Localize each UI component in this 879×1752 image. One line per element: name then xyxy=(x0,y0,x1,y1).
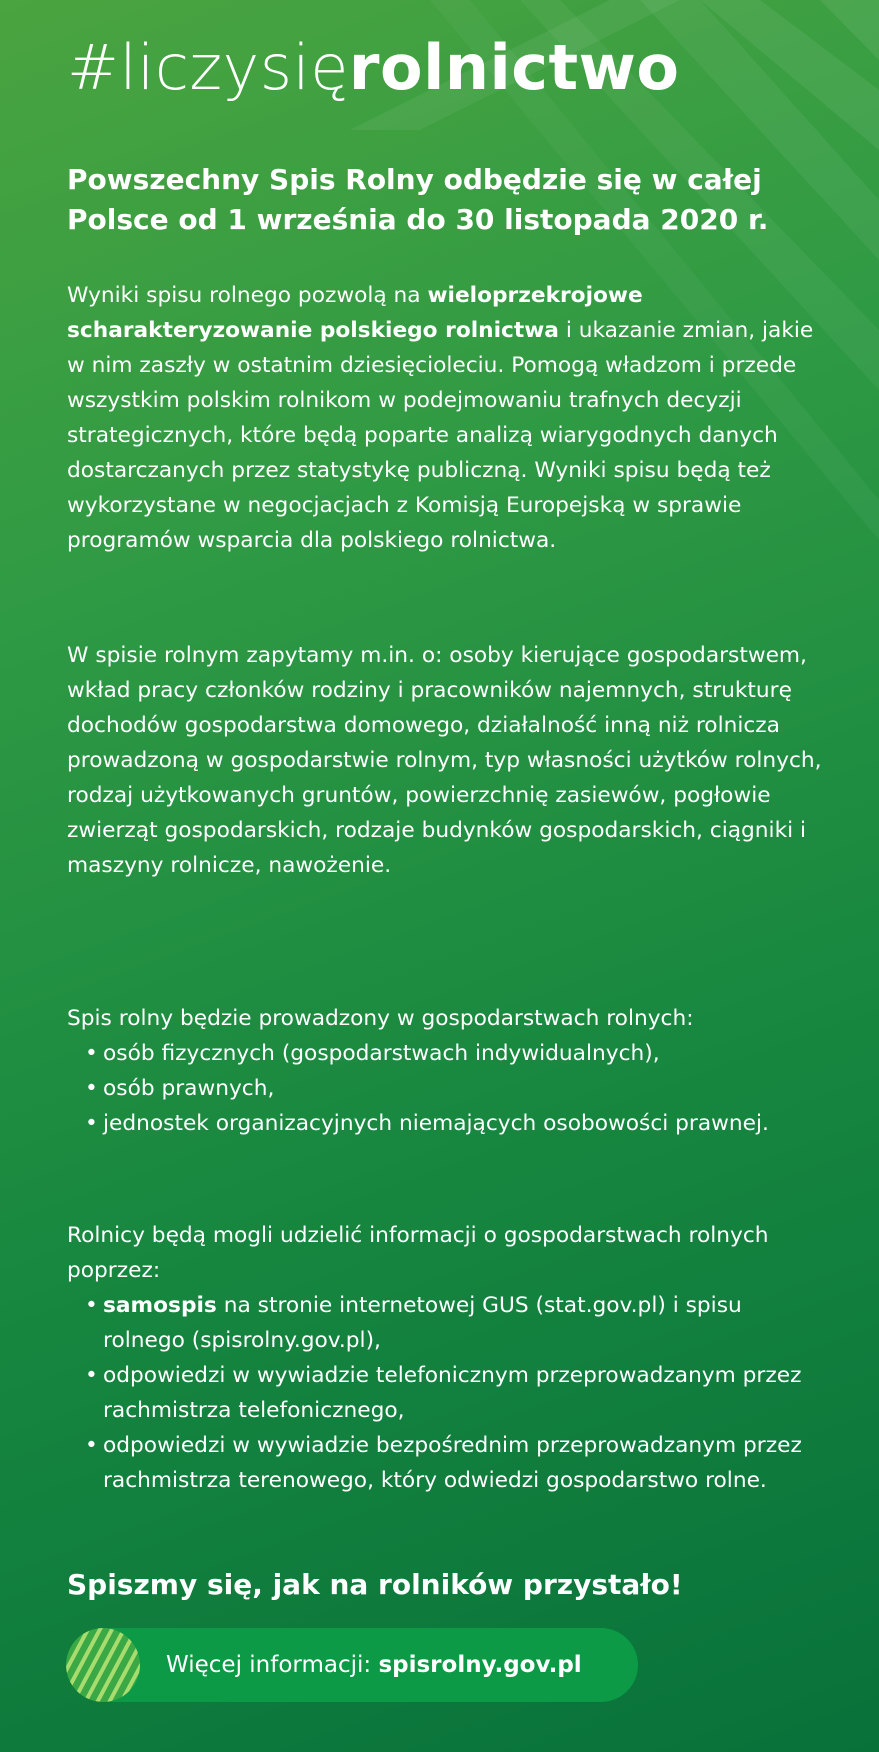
scope-intro: Spis rolny będzie prowadzony w gospodarstwach rolnych: xyxy=(67,1006,694,1031)
samospis-text: na stronie internetowej GUS (stat.gov.pl) i spisu rolnego (spisrolny.gov.pl), xyxy=(103,1293,742,1353)
scope-list xyxy=(67,1036,827,1141)
paragraph-results-end: i ukazanie zmian, jakie w nim zaszły w ostatnim dziesięcioleciu. Pomogą władzom i przede wszystkim polskim rolnikom w podejmowaniu trafnych decyzji strategicznych, które będą poparte analizą wiarygodnych danych dostarczanych przez statystykę publiczną. Wyniki spisu będą też wykorzystane w negocjacjach z Komisją Europejską w sprawie programów wsparcia dla polskiego rolnictwa. xyxy=(67,318,814,553)
list-item: • osób prawnych, xyxy=(67,1071,827,1106)
paragraph-results xyxy=(67,278,827,558)
paragraph-questions: W spisie rolnym zapytamy m.in. o: osoby kierujące gospodarstwem, wkład pracy członków rodziny i pracowników najemnych, strukturę dochodów gospodarstwa domowego, działalność inną niż rolnicza prowadzoną w gospodarstwie rolnym, typ własności użytków rolnych, rodzaj użytkowanych gruntów, powierzchnię zasiewów, pogłowie zwierząt gospodarskich, rodzaje budynków gospodarskich, ciągniki i maszyny rolnicze, nawożenie. xyxy=(67,643,822,878)
lead-heading: Powszechny Spis Rolny odbędzie się w całej Polsce od 1 września do 30 listopada 2020 r. xyxy=(67,163,769,236)
list-item: • odpowiedzi w wywiadzie telefonicznym przeprowadzanym przez rachmistrza telefonicznego, xyxy=(67,1358,827,1428)
more-info-button[interactable] xyxy=(66,1628,638,1702)
more-info-text xyxy=(166,1652,582,1678)
list-item: • odpowiedzi w wywiadzie bezpośrednim przeprowadzanym przez rachmistrza terenowego, który odwiedzi gospodarstwo rolne. xyxy=(67,1428,827,1498)
paragraph-results-start: Wyniki spisu rolnego pozwolą na xyxy=(67,283,428,308)
slogan: Spiszmy się, jak na rolników przystało! xyxy=(67,1568,683,1601)
hashtag-bold-part: rolnictwo xyxy=(348,31,680,104)
more-info-label: Więcej informacji: xyxy=(166,1652,379,1678)
more-info-url[interactable]: spisrolny.gov.pl xyxy=(378,1652,582,1678)
campaign-hashtag xyxy=(67,30,827,106)
paragraph-results-bold: wieloprzekrojowe scharakteryzowanie polskiego rolnictwa xyxy=(67,283,643,343)
list-item: • jednostek organizacyjnych niemających osobowości prawnej. xyxy=(67,1106,827,1141)
scope-section xyxy=(67,1001,827,1141)
samospis-label: samospis xyxy=(103,1293,217,1318)
methods-section xyxy=(67,1218,827,1498)
list-item: • osób fizycznych (gospodarstwach indywidualnych), xyxy=(67,1036,827,1071)
hashtag-light-part: #liczysię xyxy=(67,31,349,104)
methods-list xyxy=(67,1288,827,1498)
list-item xyxy=(67,1288,827,1358)
methods-intro: Rolnicy będą mogli udzielić informacji o gospodarstwach rolnych poprzez: xyxy=(67,1223,769,1283)
striped-circle-icon xyxy=(66,1628,144,1702)
